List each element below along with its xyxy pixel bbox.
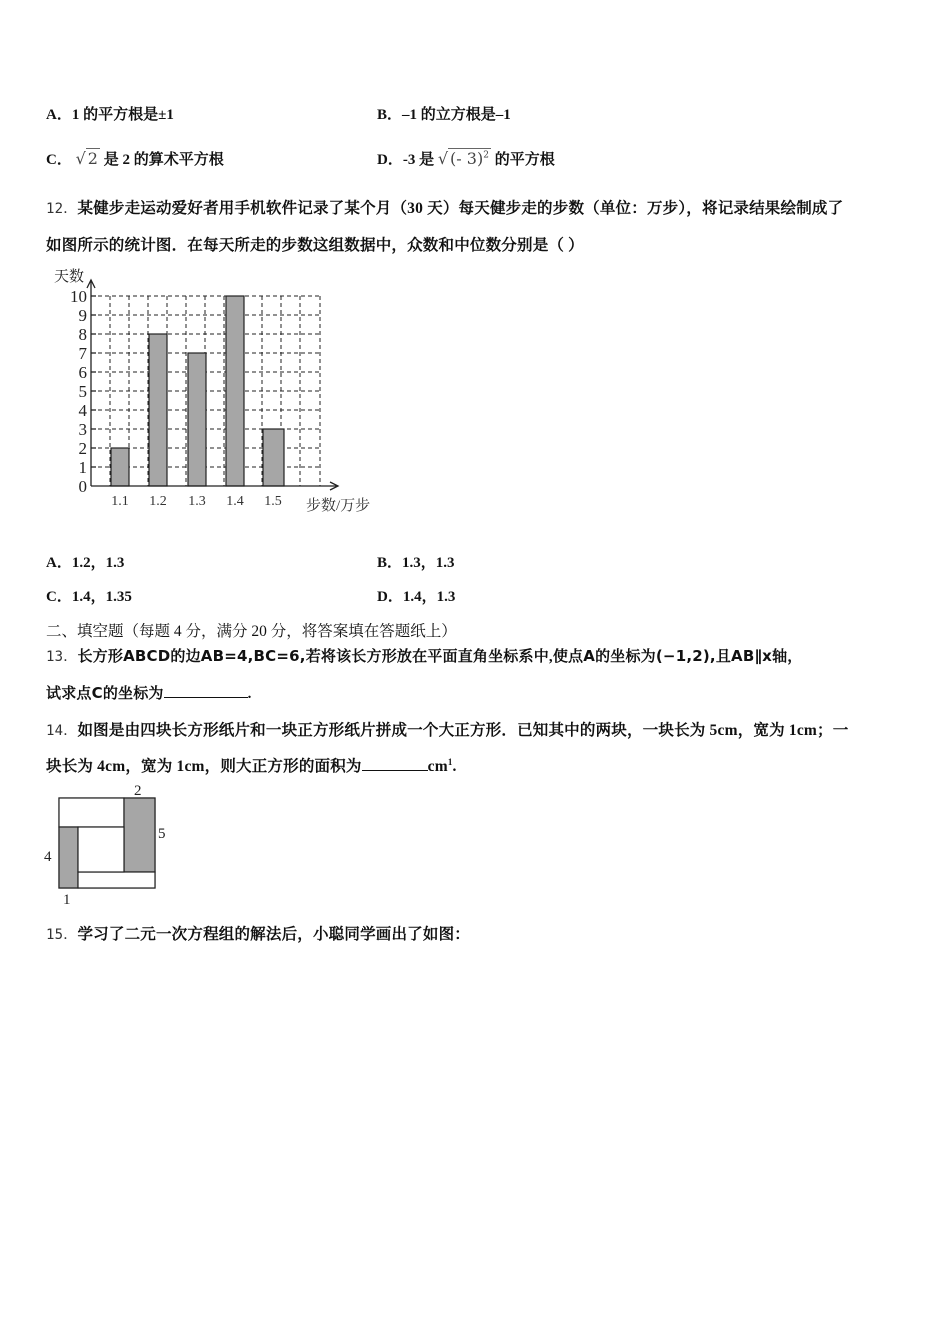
bar-1-2 <box>149 334 167 486</box>
text: 若将该长方形放在平面直角坐标系中,使点 <box>305 649 584 665</box>
svg-text:1: 1 <box>63 892 71 908</box>
question-text: 如图是由四块长方形纸片和一块正方形纸片拼成一个大正方形．已知其中的两块，一块长为 5cm，宽为 1cm；一 <box>77 722 849 739</box>
question-14-line2 <box>46 754 457 776</box>
svg-text:1.3: 1.3 <box>188 494 206 509</box>
exponent: 2 <box>483 150 489 161</box>
q12-option-d <box>377 585 455 606</box>
option-letter: B． <box>377 555 403 571</box>
option-text: 1.2，1.3 <box>71 555 125 571</box>
option-text: 1.3，1.3 <box>402 555 455 571</box>
question-number: 14． <box>46 723 78 739</box>
option-letter: A． <box>46 107 72 123</box>
option-text: 是 2 的算术平方根 <box>103 152 224 168</box>
option-letter: D． <box>377 589 403 605</box>
text: 的坐标为 <box>102 686 164 702</box>
answer-blank[interactable] <box>164 683 248 698</box>
math: (−1,2), <box>655 647 716 665</box>
math: AB=4,BC=6, <box>200 647 306 665</box>
bar-1-1 <box>111 448 129 486</box>
center-square <box>78 827 124 872</box>
text: 且 <box>715 649 732 665</box>
sqrt-expression: √ (- 3)$^2$ <box>437 149 489 168</box>
x-axis-label: 步数/万步 <box>306 498 371 514</box>
question-text: 某健步走运动爱好者用手机软件记录了某个月（30 天）每天健步走的步数（单位：万步），将记录结果绘制成了 <box>77 200 844 217</box>
section-heading: 二、填空题（每题 4 分，满分 20 分，将答案填在答题纸上） <box>46 623 457 640</box>
svg-text:6: 6 <box>78 363 87 382</box>
svg-text:3: 3 <box>78 420 87 439</box>
option-text: 1.4，1.3 <box>402 589 456 605</box>
svg-text:1: 1 <box>78 458 87 477</box>
option-letter: B． <box>377 107 403 123</box>
answer-blank[interactable] <box>362 756 428 771</box>
bottom-rectangle <box>78 872 155 888</box>
q12-option-c <box>46 585 132 606</box>
question-text: 块长为 4cm，宽为 1cm，则大正方形的面积为 <box>46 758 362 775</box>
option-b <box>377 103 511 124</box>
text: 轴， <box>772 649 803 665</box>
text: . <box>452 758 457 775</box>
unit: cm <box>427 758 448 775</box>
square-figure <box>40 780 175 908</box>
text: 试求点 <box>46 686 92 702</box>
radicand: (- 3) <box>450 149 484 168</box>
question-12-line1 <box>46 196 843 218</box>
option-text: 的平方根 <box>494 152 555 168</box>
top-rectangle <box>59 798 124 827</box>
svg-text:8: 8 <box>78 325 87 344</box>
figure-pieces <box>59 798 155 888</box>
unit-superscript: 1 <box>447 756 453 767</box>
svg-text:1.4: 1.4 <box>226 494 244 509</box>
sqrt-expression: √ 2 <box>75 149 98 168</box>
math: ABCD <box>123 647 171 665</box>
y-axis-label: 天数 <box>54 269 85 285</box>
bar-1-5 <box>263 429 284 486</box>
question-13-line1 <box>46 645 802 666</box>
svg-text:10: 10 <box>70 287 87 306</box>
question-12-line2 <box>46 233 584 255</box>
svg-text:2: 2 <box>78 439 87 458</box>
question-text: 如图所示的统计图．在每天所走的步数这组数据中，众数和中位数分别是（ ） <box>46 237 584 254</box>
q12-option-a <box>46 551 124 572</box>
svg-text:2: 2 <box>134 783 142 799</box>
option-letter: C． <box>46 152 72 168</box>
bar-1-3 <box>188 353 206 486</box>
question-number: 12． <box>46 201 78 217</box>
text: 的边 <box>170 649 201 665</box>
option-d <box>377 148 555 169</box>
text: 的坐标为 <box>595 649 656 665</box>
svg-text:1.1: 1.1 <box>111 494 129 509</box>
x-tick-labels <box>111 494 282 509</box>
svg-text:1.5: 1.5 <box>264 494 282 509</box>
q12-option-b <box>377 551 455 572</box>
radicand: 2 <box>87 149 98 168</box>
option-letter: C． <box>46 589 72 605</box>
question-13-line2 <box>46 682 252 703</box>
bar-chart <box>40 262 385 518</box>
svg-text:7: 7 <box>78 344 87 363</box>
option-text: 1.4，1.35 <box>71 589 132 605</box>
bar-1-4 <box>226 296 244 486</box>
svg-text:0: 0 <box>78 477 87 496</box>
left-shaded-rectangle <box>59 827 78 888</box>
question-number: 13． <box>46 649 78 665</box>
option-text: –1 的立方根是–1 <box>402 107 511 123</box>
option-prefix: -3 是 <box>402 152 435 168</box>
question-14-line1 <box>46 718 848 740</box>
option-text: 1 的平方根是±1 <box>71 107 174 123</box>
svg-text:4: 4 <box>44 849 52 865</box>
question-15 <box>46 922 470 944</box>
svg-text:1.2: 1.2 <box>149 494 167 509</box>
option-letter: A． <box>46 555 72 571</box>
question-text: 学习了二元一次方程组的解法后，小聪同学画出了如图： <box>77 926 470 943</box>
math: AB∥x <box>731 647 773 665</box>
text: 长方形 <box>77 649 124 665</box>
svg-text:5: 5 <box>78 382 87 401</box>
question-number: 15． <box>46 927 78 943</box>
math: A <box>583 647 596 665</box>
svg-text:9: 9 <box>78 306 87 325</box>
option-c <box>46 148 224 169</box>
svg-text:4: 4 <box>78 401 87 420</box>
math: C <box>91 684 103 702</box>
right-shaded-rectangle <box>124 798 155 872</box>
option-letter: D． <box>377 152 403 168</box>
text: . <box>247 686 252 702</box>
option-a <box>46 103 174 124</box>
y-tick-labels <box>70 287 88 496</box>
svg-text:5: 5 <box>158 826 166 842</box>
